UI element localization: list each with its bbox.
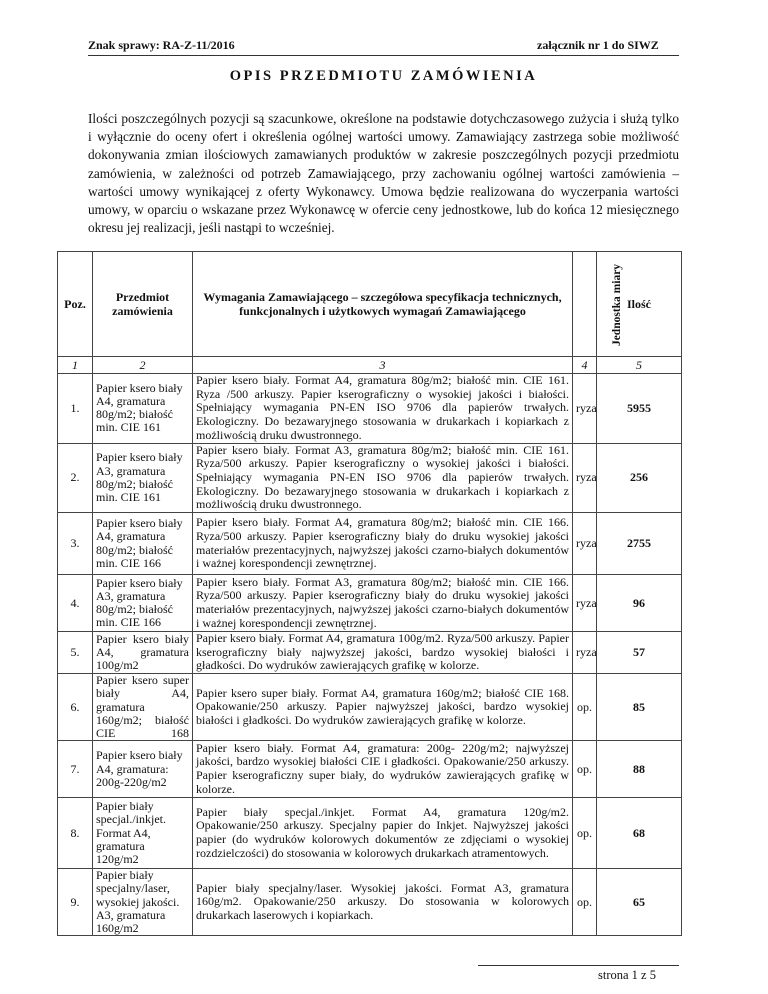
intro-paragraph: Ilości poszczególnych pozycji są szacunkowe, określone na podstawie dotychczasowego zużycia i służą tylko i wyłącznie do oceny ofert i określenia ogólnej wartości umowy. Zamawiający zastrzega sobie możliwość dokonywania zmian ilościowych zamawianych produktów w zakresie poszczególnych pozycji przedmiotu zamówienia, w zależności od potrzeb Zamawiającego, przy zachowaniu ogólnej wartości zamówienia – wartości umowy wynikającej z oferty Wykonawcy. Umowa będzie realizowana do wyczerpania wartości umowy, w oparciu o wskazane przez Wykonawcę w ofercie ceny jednostkowe, lub do końca 12 miesięcznego okresu jej realizacji, jeśli nastąpi to wcześniej. [88,111,679,236]
row-item: Papier ksero biały A4, gramatura: 200g-220g/m2 [93,741,193,798]
row-unit: op. [573,869,597,936]
table-row [58,741,682,798]
row-description: Papier ksero super biały. Format A4, gramatura 160g/m2; białość CIE 168. Opakowanie/250 arkuszy. Papier najwyższej jakości, bardzo wysokiej białości i gładkości. Do wydruków zawierających grafikę w kolorze. [193,674,573,741]
row-position: 9. [58,869,93,936]
row-quantity: 65 [597,869,682,936]
row-description: Papier ksero biały. Format A3, gramatura 80g/m2; białość min. CIE 166. Ryza/500 arkuszy. Papier kserograficzny biały do druku wysokiej jakości materiałów prezentacyjnych, najwyższej jakości czarno-białych dokumentów i ważnej korespondencji zewnętrznej. [193,575,573,632]
row-unit: ryza [573,443,597,513]
case-number: Znak sprawy: RA-Z-11/2016 [88,38,235,52]
row-item: Papier ksero biały A3, gramatura 80g/m2; białość min. CIE 161 [93,443,193,513]
row-item: Papier ksero biały A4, gramatura 100g/m2 [93,632,193,674]
table-row [58,632,682,674]
row-item: Papier ksero biały A4, gramatura 80g/m2; białość min. CIE 161 [93,374,193,444]
header-requirements: Wymagania Zamawiającego – szczegółowa specyfikacja technicznych, funkcjonalnych i użytkowych wymagań Zamawiającego [193,252,573,357]
col-number: 5 [597,357,682,374]
table-row [58,869,682,936]
row-unit: op. [573,674,597,741]
row-quantity: 5955 [597,374,682,444]
table-row [58,575,682,632]
row-unit: ryza [573,632,597,674]
row-description: Papier ksero biały. Format A4, gramatura 80g/m2; białość min. CIE 161. Ryza /500 arkuszy. Papier kserograficzny o wysokiej jakości i białości. Spełniający wymagania PN-EN ISO 9706 dla papierów trwałych. Ekologiczny. Do bezawaryjnego stosowania w drukarkach i kopiarkach z możliwością druku dwustronnego. [193,374,573,444]
row-position: 8. [58,798,93,869]
col-number: 2 [93,357,193,374]
row-description: Papier biały specjalny/laser. Wysokiej jakości. Format A3, gramatura 160g/m2. Opakowanie/250 arkuszy. Do stosowania w kolorowych drukarkach laserowych i kopiarkach. [193,869,573,936]
row-quantity: 57 [597,632,682,674]
row-quantity: 85 [597,674,682,741]
specification-table [57,251,682,936]
row-description: Papier ksero biały. Format A3, gramatura 80g/m2; białość min. CIE 161. Ryza/500 arkuszy. Papier kserograficzny o wysokiej jakości i białości. Spełniający wymagania PN-EN ISO 9706 dla papierów trwałych. Ekologiczny. Do bezawaryjnego stosowania w drukarkach i kopiarkach z możliwością druku dwustronnego. [193,443,573,513]
row-position: 4. [58,575,93,632]
header-qty: Ilość [597,252,682,357]
row-position: 7. [58,741,93,798]
row-quantity: 96 [597,575,682,632]
row-unit: op. [573,741,597,798]
header-divider [88,55,679,56]
attachment-label: załącznik nr 1 do SIWZ [537,38,659,52]
header-unit-label: Jednostka miary [611,263,624,346]
row-item: Papier biały specjal./inkjet. Format A4, gramatura 120g/m2 [93,798,193,869]
row-quantity: 256 [597,443,682,513]
table-row [58,374,682,444]
row-item: Papier ksero biały A3, gramatura 80g/m2; białość min. CIE 166 [93,575,193,632]
row-item: Papier ksero biały A4, gramatura 80g/m2; białość min. CIE 166 [93,513,193,575]
col-number: 3 [193,357,573,374]
column-number-row [58,357,682,374]
row-quantity: 68 [597,798,682,869]
row-description: Papier ksero biały. Format A4, gramatura: 200g- 220g/m2; najwyższej jakości, bardzo wysokiej białości CIE i gładkości. Opakowanie/250 arkuszy. Papier kserograficzny super biały, do wydruków zawierających grafikę w kolorze. [193,741,573,798]
row-unit: ryza [573,575,597,632]
table-row [58,513,682,575]
row-quantity: 2755 [597,513,682,575]
header-unit [573,252,624,357]
row-quantity: 88 [597,741,682,798]
table-header-row [58,252,682,357]
col-number: 1 [58,357,93,374]
row-description: Papier ksero biały. Format A4, gramatura 80g/m2; białość min. CIE 166. Ryza/500 arkuszy. Papier kserograficzny biały do druku wysokiej jakości materiałów prezentacyjnych, najwyższej jakości czarno-białych dokumentów i ważnej korespondencji zewnętrznej. [193,513,573,575]
row-position: 3. [58,513,93,575]
row-unit: ryza [573,374,597,444]
row-position: 2. [58,443,93,513]
col-number: 4 [573,357,597,374]
page-number: strona 1 z 5 [598,968,656,982]
table-row [58,443,682,513]
row-unit: ryza [573,513,597,575]
row-unit: op. [573,798,597,869]
row-position: 1. [58,374,93,444]
document-title: OPIS PRZEDMIOTU ZAMÓWIENIA [229,68,538,84]
table-row [58,674,682,741]
table-row [58,798,682,869]
row-position: 6. [58,674,93,741]
row-description: Papier ksero biały. Format A4, gramatura 100g/m2. Ryza/500 arkuszy. Papier kserograficzny biały najwyższej jakości, bardzo wysokiej białości i gładkości. Do wydruków zawierających grafikę w kolorze. [193,632,573,674]
row-position: 5. [58,632,93,674]
header-poz: Poz. [58,252,93,357]
row-item: Papier ksero super biały A4, gramatura 160g/m2; białość CIE 168 [93,674,193,741]
footer-divider [478,965,679,966]
row-item: Papier biały specjalny/laser, wysokiej jakości. A3, gramatura 160g/m2 [93,869,193,936]
row-description: Papier biały specjal./inkjet. Format A4, gramatura 120g/m2. Opakowanie/250 arkuszy. Specjalny papier do Inkjet. Najwyższej jakości papier (do wydruków kolorowych dokumentów ze zdjęciami o wysokiej rozdzielczości) do stosowania w kolorowych drukarkach atramentowych. [193,798,573,869]
header-item: Przedmiot zamówienia [93,252,193,357]
